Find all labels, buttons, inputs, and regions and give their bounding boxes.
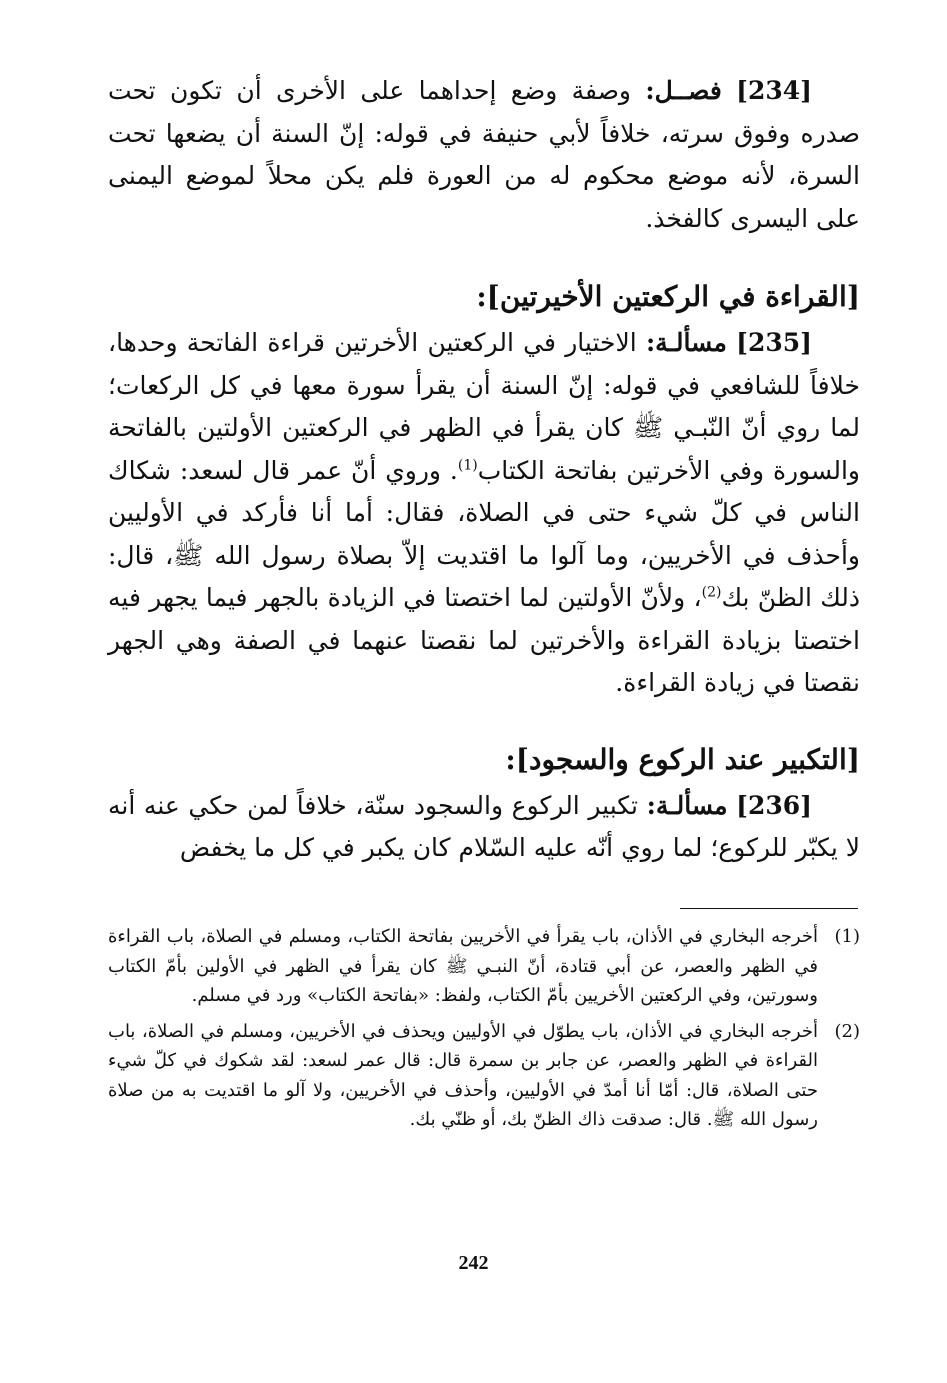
paragraph-number: [234] <box>736 76 812 105</box>
paragraph-number: [236] <box>736 790 812 820</box>
paragraph-235 <box>108 322 860 705</box>
footnote-1 <box>108 922 860 1011</box>
section-keyword: فصــل: <box>645 76 722 105</box>
paragraph-number: [235] <box>736 328 812 357</box>
paragraph-text: الاختيار في الركعتين الأخرتين قراءة الفاتحة وحدها، خلافاً للشافعي في قوله: إنّ السنة أن يقرأ سورة معها في كل الركعات؛ لما روي أنّ النّبـي ﷺ كان يقرأ في الظهر في الركعتين الأولتين بالفاتحة والسورة وفي الأخرتين بفاتحة الكتاب <box>108 328 860 485</box>
page-number: 242 <box>458 1252 489 1274</box>
footnote-ref-1[interactable]: (1) <box>457 457 478 474</box>
footnotes <box>108 922 860 1141</box>
main-text <box>108 70 860 870</box>
section-heading-takbir: [التكبير عند الركوع والسجود]: <box>505 742 860 776</box>
paragraph-text: ، ولأنّ الأولتين لما اختصتا في الزيادة بالجهر فيما يجهر فيه اختصتا بزيادة القراءة والأخرتين لما نقصتا عنهما في الصفة وهي الجهر نقصتا في زيادة القراءة. <box>108 583 860 697</box>
footnote-number: (1) <box>834 926 860 947</box>
footnote-text: أخرجه البخاري في الأذان، باب يطوّل في الأوليين ويحذف في الأخريين، ومسلم في الصلاة، باب القراءة في الظهر والعصر، عن جابر بن سمرة قال: قال عمر لسعد: لقد شكوك في كلّ شيء حتى الصلاة، قال: أمّا أنا أمدّ في الأوليين، وأحذف في الأخريين، ولا آلو ما اقتديت به من صلاة رسول الله ﷺ. قال: صدقت ذاك الظنّ بك، أو ظنّي بك. <box>108 1020 818 1130</box>
paragraph-text: . وروي أنّ عمر قال لسعد: شكاك الناس في كلّ شيء حتى في الصلاة، فقال: أما أنا فأركد في الأوليين وأحذف في الأخريين، وما آلوا ما اقتديت إلاّ بصلاة رسول الله ﷺ، قال: ذلك الظنّ بك <box>108 455 861 612</box>
section-keyword: مسألـة: <box>645 328 727 357</box>
paragraph-text: تكبير الركوع والسجود سنّة، خلافاً لمن حكي عنه أنه لا يكبّر للركوع؛ لما روي أنّه عليه السّلام كان يكبر في كل ما يخفض <box>108 790 860 862</box>
footnote-text: أخرجه البخاري في الأذان، باب يقرأ في الأخريين بفاتحة الكتاب، ومسلم في الصلاة، باب القراءة في الظهر والعصر، عن أبي قتادة، أنّ النبـي ﷺ كان يقرأ في الظهر في الأولين بأمّ الكتاب وسورتين، وفي الركعتين الأخريين بأمّ الكتاب، ولفظ: «بفاتحة الكتاب» ورد في مسلم. <box>108 926 818 1006</box>
section-keyword: مسألـة: <box>646 790 728 820</box>
paragraph-234 <box>108 70 860 240</box>
section-heading-reading: [القراءة في الركعتين الأخيرتين]: <box>476 280 860 313</box>
footnote-divider <box>680 908 858 909</box>
paragraph-236 <box>108 785 860 870</box>
paragraph-text: وصفة وضع إحداهما على الأخرى أن تكون تحت صدره وفوق سرته، خلافاً لأبي حنيفة في قوله: إنّ السنة أن يضعها تحت السرة، لأنه موضع محكوم له من العورة فلم يكن محلاً لموضع اليمنى على اليسرى كالفخذ. <box>108 76 860 233</box>
footnote-ref-2[interactable]: (2) <box>701 584 722 601</box>
footnote-number: (2) <box>834 1020 860 1042</box>
footnote-2 <box>108 1017 860 1135</box>
